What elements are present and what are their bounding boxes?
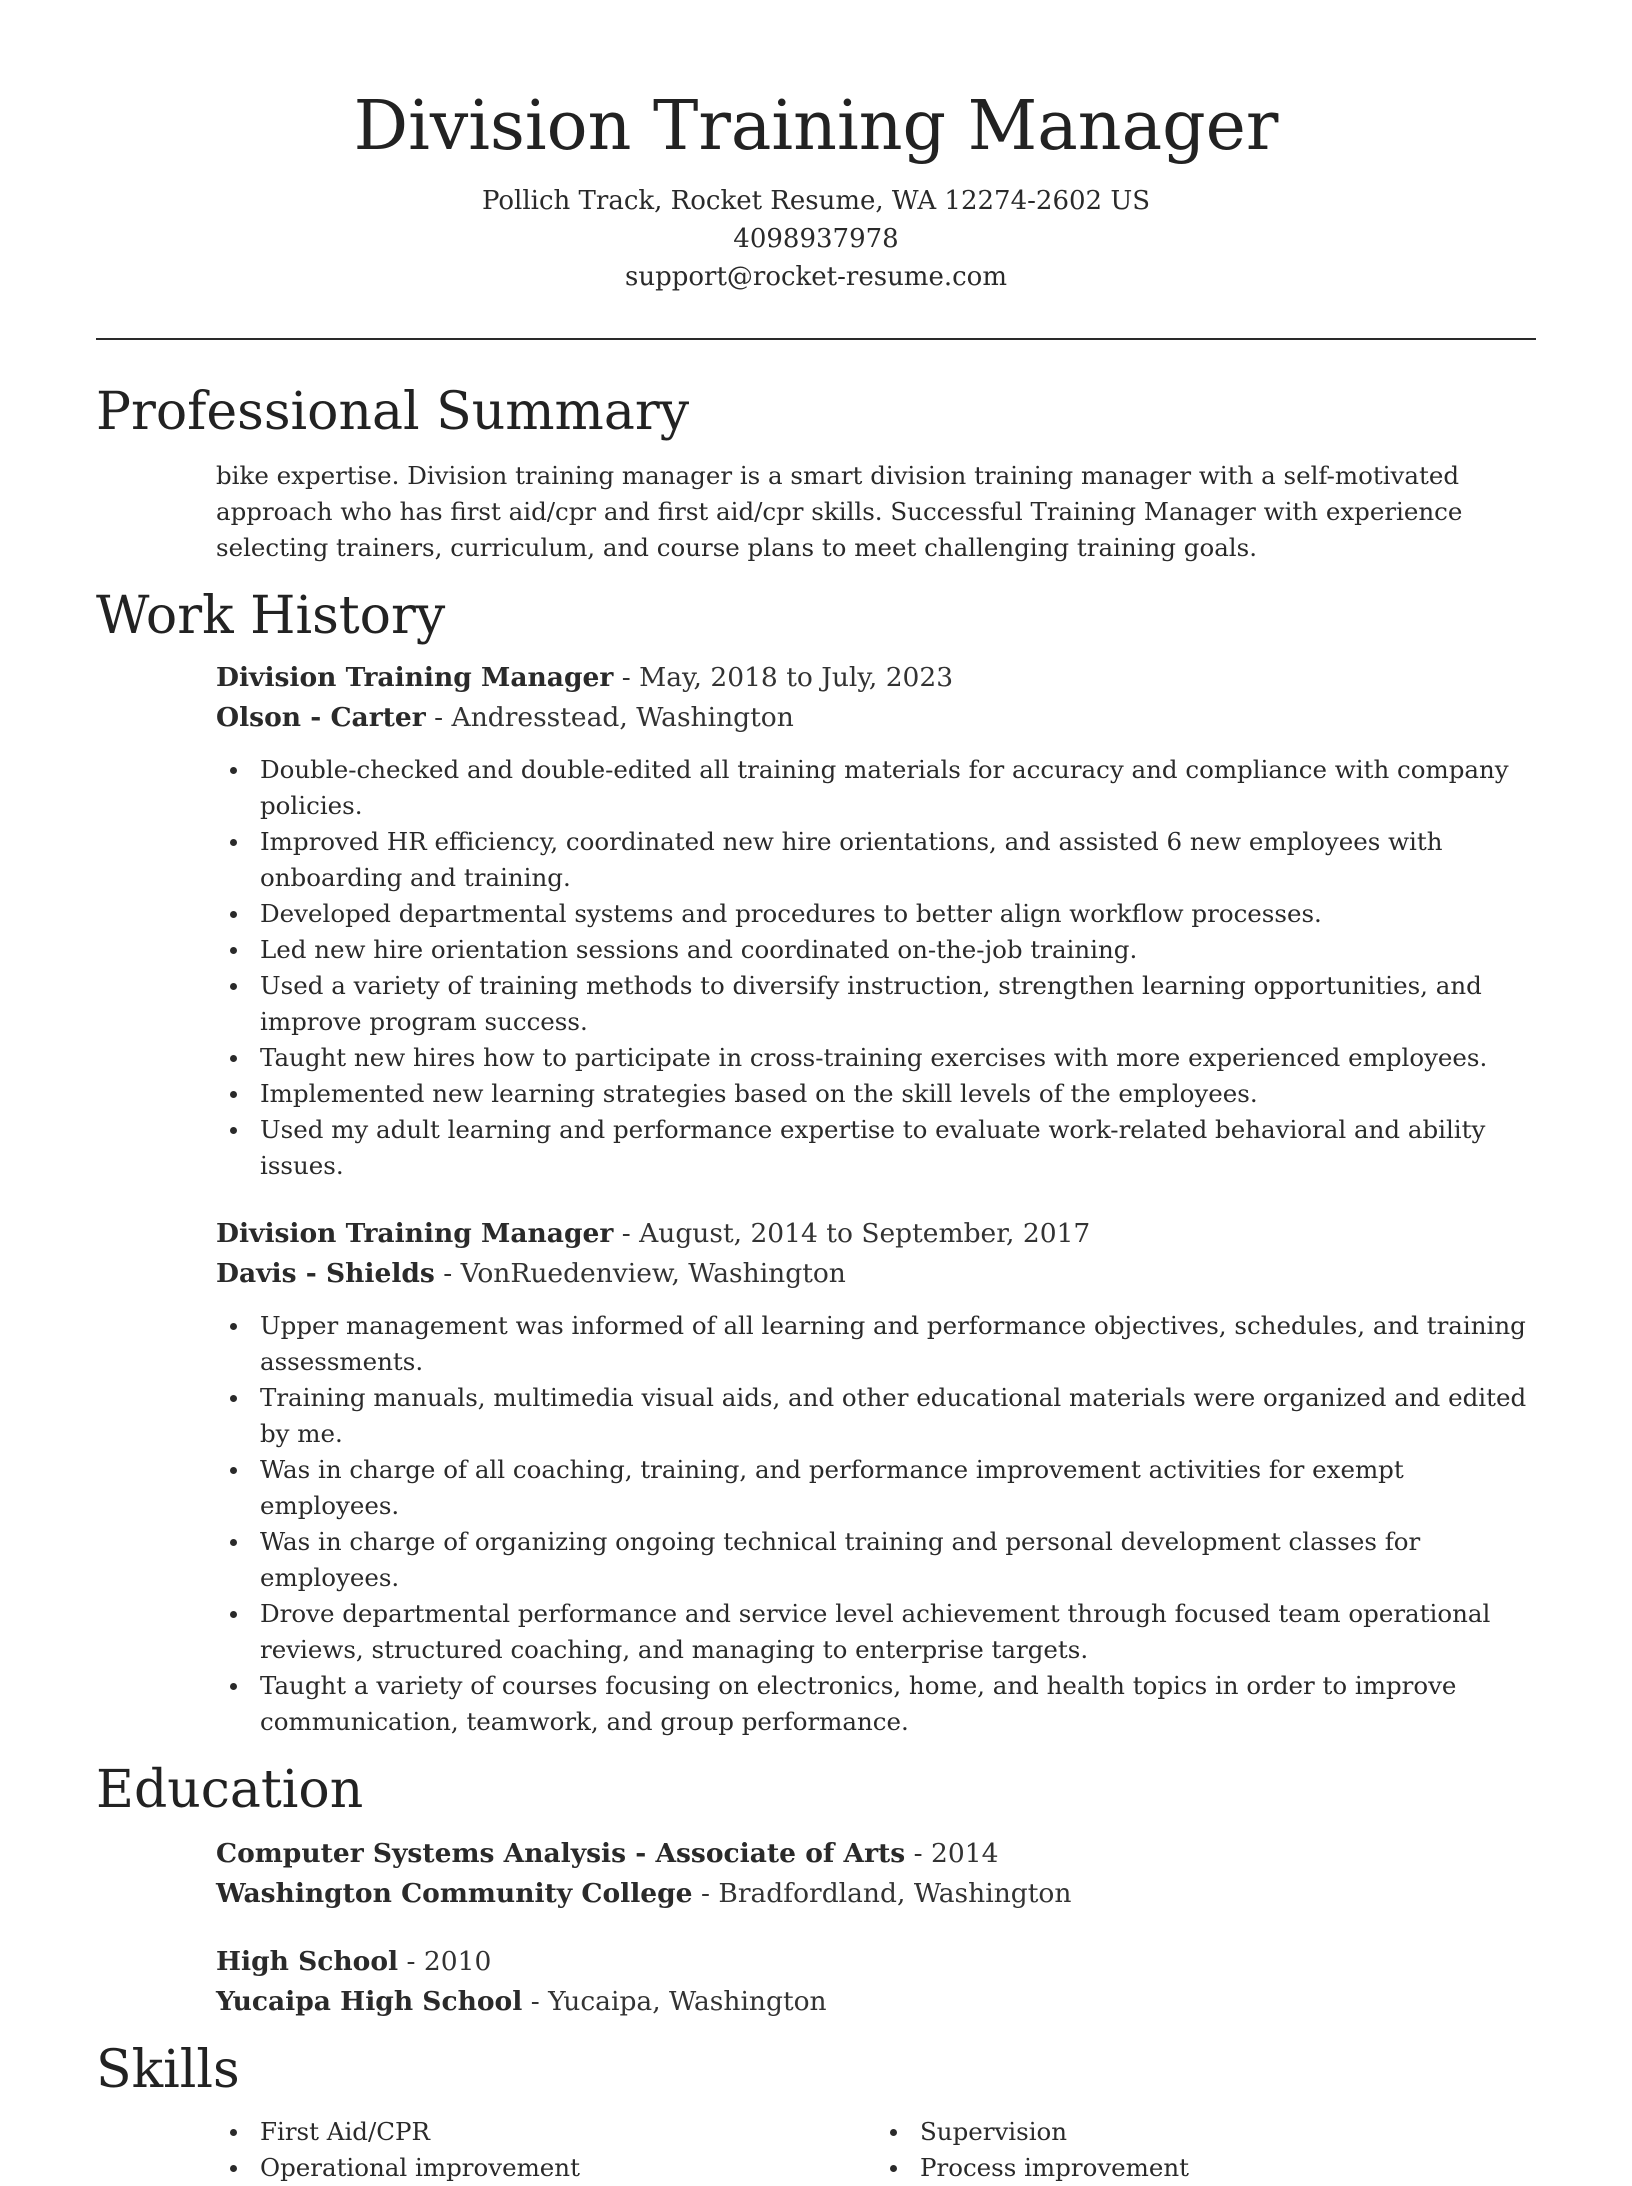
job-bullets [216, 1308, 1536, 1740]
summary-section [96, 380, 1536, 566]
list-item: Improved HR efficiency, coordinated new hire orientations, and assisted 6 new employees with onboarding and training. [260, 824, 1536, 896]
list-item: First Aid/CPR [260, 2114, 876, 2150]
bullet-icon [230, 2129, 237, 2136]
list-item: Was in charge of all coaching, training, and performance improvement activities for exempt employees. [260, 1452, 1536, 1524]
education-section [96, 1758, 1536, 2022]
list-item: Taught new hires how to participate in cross-training exercises with more experienced employees. [260, 1040, 1536, 1076]
list-item: Implemented new learning strategies based on the skill levels of the employees. [260, 1076, 1536, 1112]
work-history-section [96, 584, 1536, 1740]
job-entry [216, 1214, 1536, 1740]
school-line [216, 1874, 1536, 1914]
bullet-icon [230, 1323, 237, 1330]
bullet-icon [230, 911, 237, 918]
bullet-icon [230, 1395, 237, 1402]
header-divider [96, 338, 1536, 340]
degree-line [216, 1942, 1536, 1982]
work-history-heading: Work History [96, 586, 446, 646]
school-line [216, 1982, 1536, 2022]
job-company: Davis - Shields [216, 1258, 435, 1289]
education-entry [216, 1834, 1536, 1914]
bullet-icon [230, 1611, 237, 1618]
bullet-icon [230, 1467, 237, 1474]
job-role: Division Training Manager [216, 1218, 614, 1249]
list-item: Operational improvement [260, 2150, 876, 2186]
summary-heading: Professional Summary [96, 382, 690, 442]
job-bullets [216, 752, 1536, 1184]
skills-column-left [216, 2114, 876, 2186]
job-location: - Andresstead, Washington [425, 702, 794, 733]
resume-page [96, 0, 1536, 2186]
education-entry [216, 1942, 1536, 2022]
candidate-title: Division Training Manager [353, 87, 1279, 166]
skills-section [96, 2038, 1536, 2186]
list-item: Used my adult learning and performance expertise to evaluate work-related behavioral and ability issues. [260, 1112, 1536, 1184]
job-company: Olson - Carter [216, 702, 426, 733]
school-location: - Yucaipa, Washington [522, 1986, 827, 2017]
bullet-icon [230, 1091, 237, 1098]
bullet-icon [890, 2165, 897, 2172]
graduation-year: - 2010 [398, 1946, 492, 1977]
list-item: Process improvement [920, 2150, 1536, 2186]
bullet-icon [230, 983, 237, 990]
job-entry [216, 658, 1536, 1184]
address: Pollich Track, Rocket Resume, WA 12274-2602 US [481, 186, 1151, 216]
list-item: Led new hire orientation sessions and coordinated on-the-job training. [260, 932, 1536, 968]
job-location: - VonRuedenview, Washington [434, 1258, 846, 1289]
list-item: Double-checked and double-edited all training materials for accuracy and compliance with company policies. [260, 752, 1536, 824]
list-item: Taught a variety of courses focusing on electronics, home, and health topics in order to improve communication, teamwork, and group performance. [260, 1668, 1536, 1740]
job-dates: - May, 2018 to July, 2023 [613, 662, 954, 693]
phone: 4098937978 [733, 224, 899, 254]
bullet-icon [230, 1055, 237, 1062]
education-heading: Education [96, 1760, 364, 1820]
skills-heading: Skills [96, 2040, 240, 2100]
resume-header [96, 0, 1536, 296]
job-company-line [216, 1254, 1536, 1294]
skills-column-right [876, 2114, 1536, 2186]
bullet-icon [230, 2165, 237, 2172]
list-item: Developed departmental systems and procedures to better align workflow processes. [260, 896, 1536, 932]
email: support@rocket-resume.com [624, 262, 1007, 292]
skills-grid [216, 2114, 1536, 2186]
job-title-line [216, 1214, 1536, 1254]
school-name: Yucaipa High School [216, 1986, 523, 2017]
school-location: - Bradfordland, Washington [692, 1878, 1072, 1909]
list-item: Upper management was informed of all learning and performance objectives, schedules, and training assessments. [260, 1308, 1536, 1380]
bullet-icon [230, 1539, 237, 1546]
job-dates: - August, 2014 to September, 2017 [613, 1218, 1091, 1249]
list-item: Drove departmental performance and service level achievement through focused team operational reviews, structured coaching, and managing to enterprise targets. [260, 1596, 1536, 1668]
job-role: Division Training Manager [216, 662, 614, 693]
graduation-year: - 2014 [905, 1838, 999, 1869]
list-item: Was in charge of organizing ongoing technical training and personal development classes for employees. [260, 1524, 1536, 1596]
job-company-line [216, 698, 1536, 738]
bullet-icon [230, 839, 237, 846]
list-item: Supervision [920, 2114, 1536, 2150]
degree: Computer Systems Analysis - Associate of Arts [216, 1838, 906, 1869]
bullet-icon [230, 767, 237, 774]
bullet-icon [230, 1683, 237, 1690]
school-name: Washington Community College [216, 1878, 693, 1909]
bullet-icon [230, 1127, 237, 1134]
summary-text: bike expertise. Division training manager is a smart division training manager with a self-motivated approach who has first aid/cpr and first aid/cpr skills. Successful Training Manager with experience selecting trainers, curriculum, and course plans to meet challenging training goals. [216, 461, 1463, 562]
job-title-line [216, 658, 1536, 698]
list-item: Training manuals, multimedia visual aids, and other educational materials were organized and edited by me. [260, 1380, 1536, 1452]
degree-line [216, 1834, 1536, 1874]
bullet-icon [890, 2129, 897, 2136]
list-item: Used a variety of training methods to diversify instruction, strengthen learning opportunities, and improve program success. [260, 968, 1536, 1040]
degree: High School [216, 1946, 399, 1977]
bullet-icon [230, 947, 237, 954]
